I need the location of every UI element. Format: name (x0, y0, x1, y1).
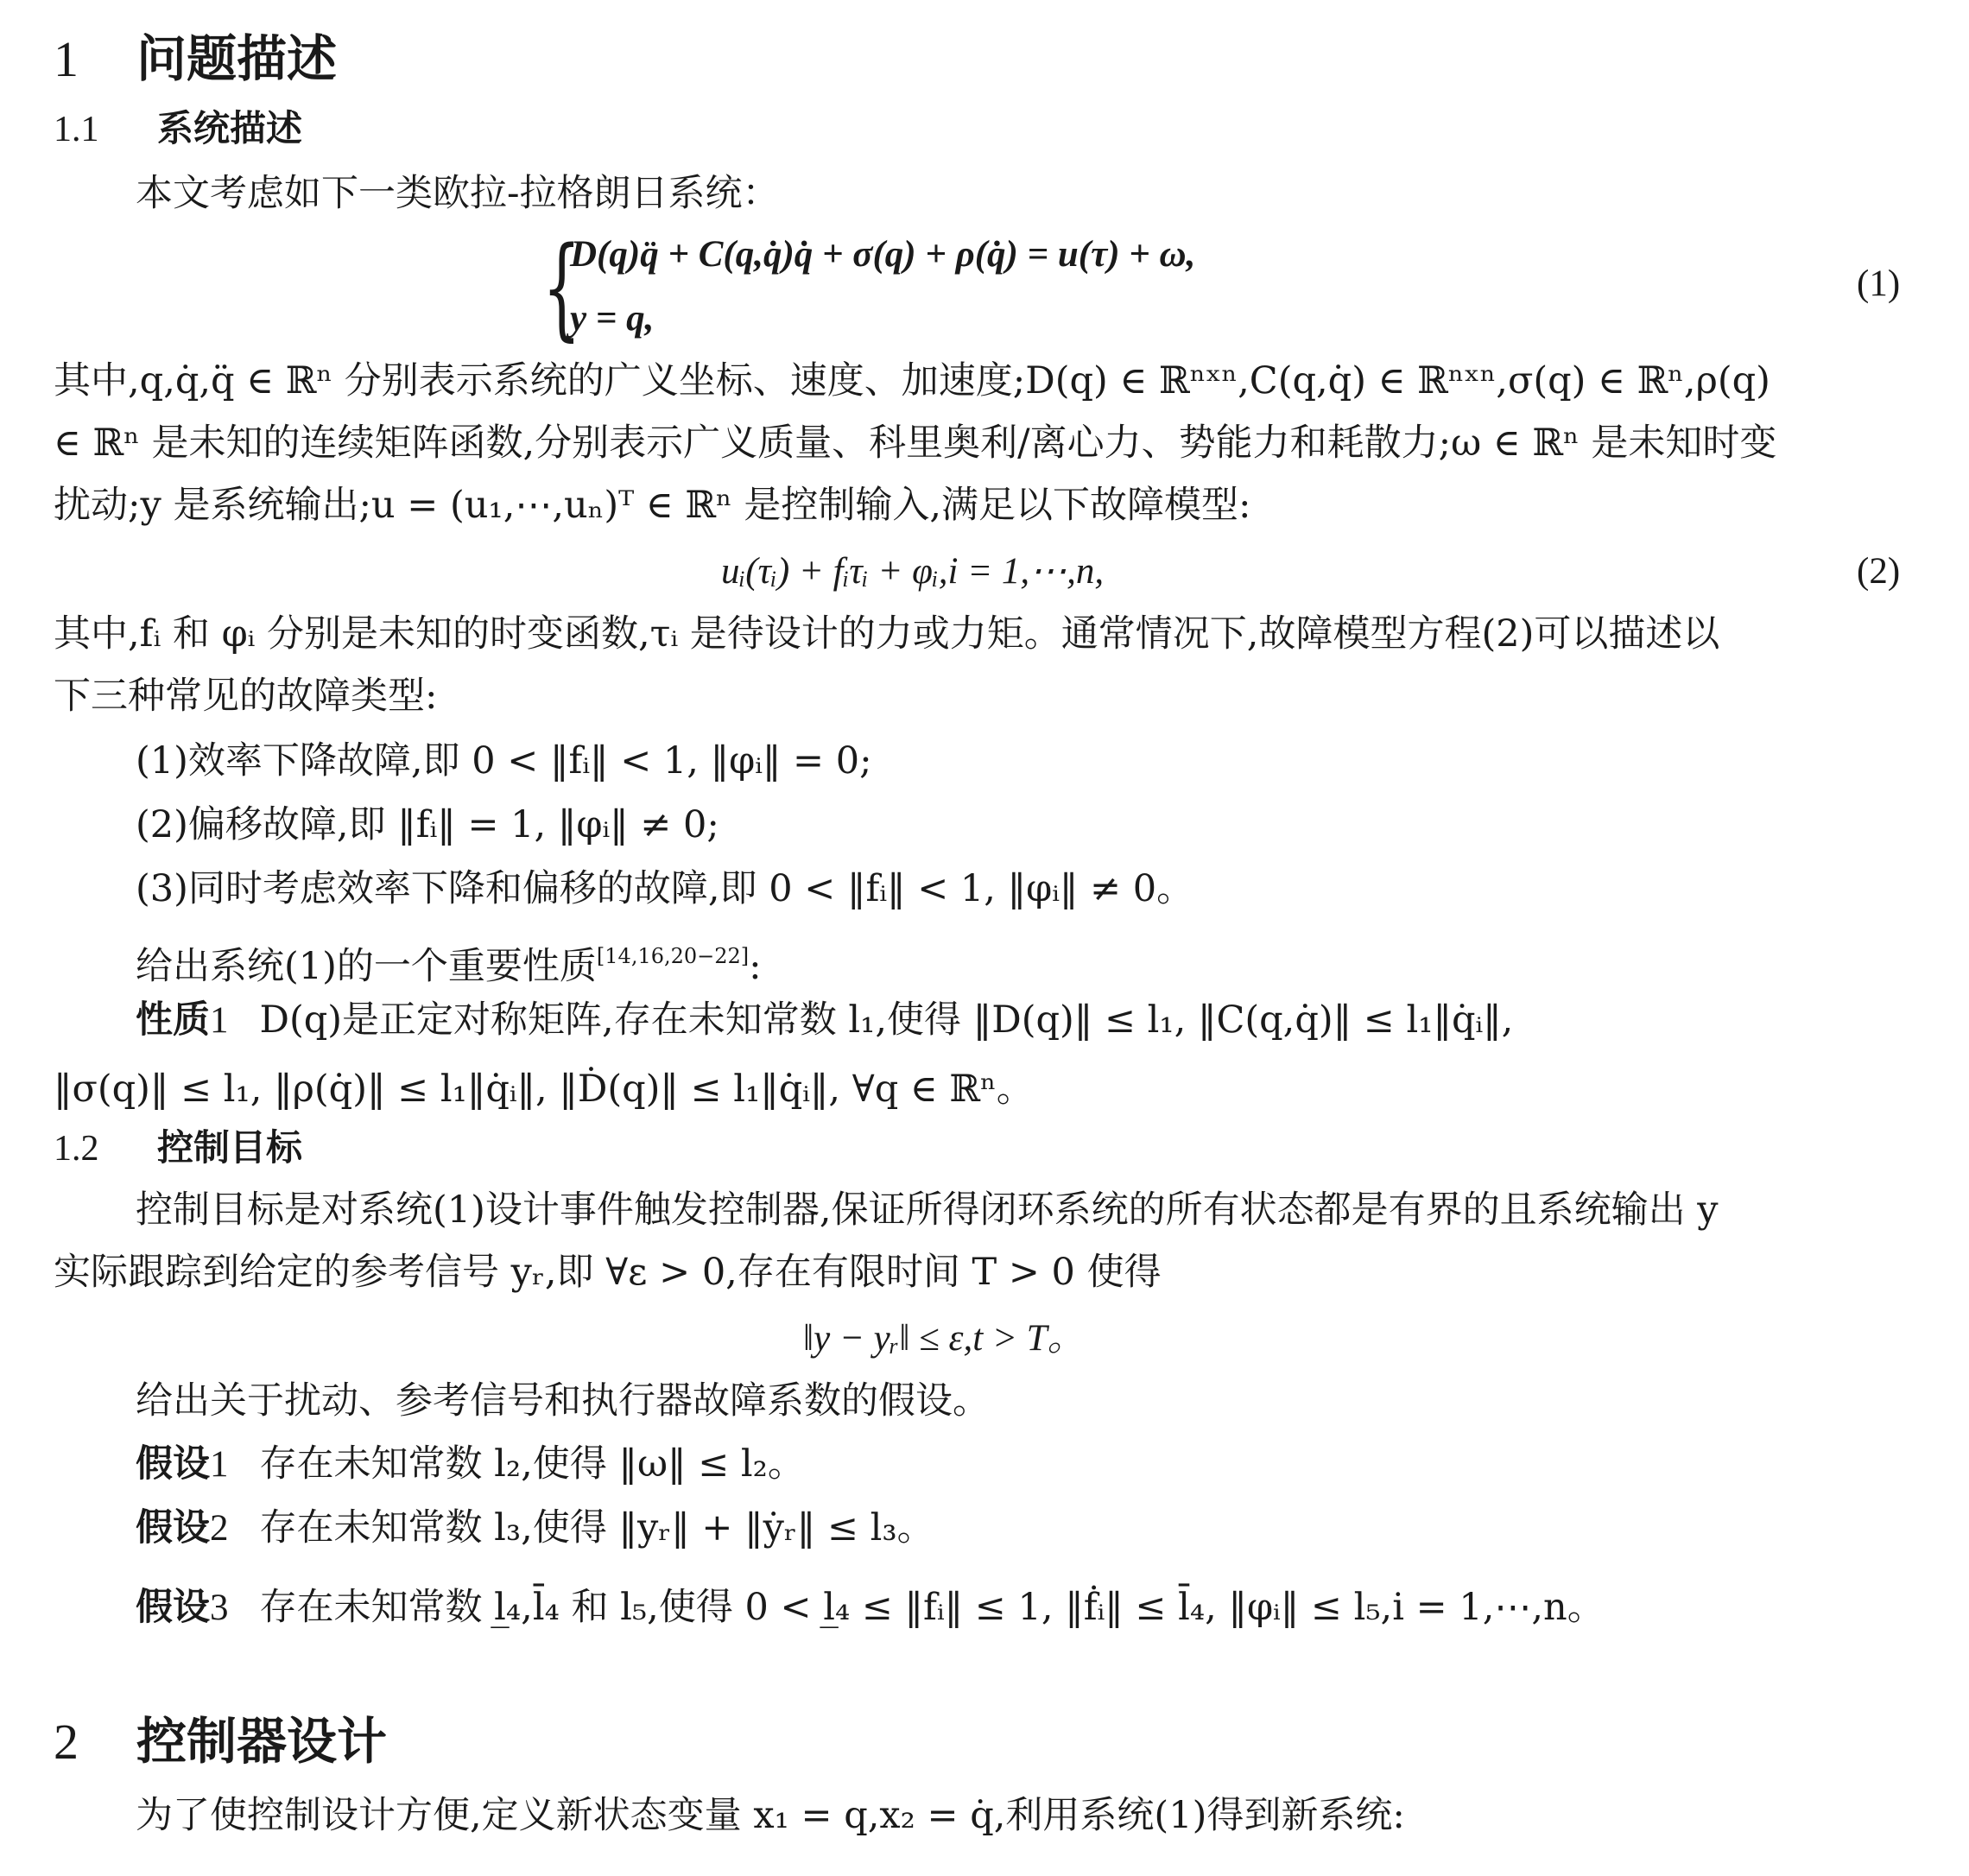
equation-2-label: (2) (1857, 551, 1901, 592)
assumption-intro: 给出关于扰动、参考信号和执行器故障系数的假设。 (136, 1379, 990, 1423)
paragraph-line: 其中,fᵢ 和 φᵢ 分别是未知的时变函数,τᵢ 是待设计的力或力矩。通常情况下,故障模型方程(2)可以描述以 (54, 612, 1720, 656)
assumption-label (136, 1586, 229, 1629)
property-label (136, 998, 229, 1042)
subsection-number: 1.2 (54, 1129, 99, 1169)
property-intro-text: 给出系统(1)的一个重要性质 (136, 945, 597, 988)
equation-1-line-2: y = q, (570, 298, 655, 339)
paragraph-line: 控制目标是对系统(1)设计事件触发控制器,保证所得闭环系统的所有状态都是有界的且系统输出 y (136, 1188, 1719, 1232)
assumption-label (136, 1506, 229, 1550)
equation-brace: { (542, 224, 581, 352)
intro-paragraph: 本文考虑如下一类欧拉-拉格朗日系统： (136, 172, 780, 215)
tracking-inequality: ‖y − yᵣ‖ ≤ ε,t > T。 (803, 1318, 1085, 1359)
assumption-label-text: 假设 (136, 1442, 210, 1486)
paragraph-line: ∈ ℝⁿ 是未知的连续矩阵函数,分别表示广义质量、科里奥利/离心力、势能力和耗散力;ω ∈ ℝⁿ 是未知时变 (54, 421, 1777, 465)
fault-type-item: (2)偏移故障,即 ‖fᵢ‖ = 1, ‖φᵢ‖ ≠ 0; (136, 803, 719, 846)
assumption-1 (136, 1439, 805, 1490)
assumption-3 (136, 1582, 1605, 1633)
assumption-label-number: 3 (210, 1588, 229, 1628)
property-1-line-1 (136, 995, 1513, 1046)
paragraph-line: 其中,q,q̇,q̈ ∈ ℝⁿ 分别表示系统的广义坐标、速度、加速度;D(q) ∈ ℝⁿˣⁿ,C(q,q̇) ∈ ℝⁿˣⁿ,σ(q) ∈ ℝⁿ,ρ(q) (54, 359, 1770, 402)
property-intro (136, 931, 762, 992)
property-intro-tail: : (749, 945, 762, 988)
section-number: 1 (54, 31, 79, 87)
section-2-heading (54, 1710, 387, 1773)
paragraph-line: 下三种常见的故障类型: (54, 675, 438, 718)
subsection-1-2-heading (54, 1123, 302, 1174)
subsection-number: 1.1 (54, 110, 99, 149)
assumption-2 (136, 1503, 934, 1554)
assumption-label-number: 2 (210, 1508, 229, 1549)
section-title: 控制器设计 (136, 1712, 388, 1771)
property-1-line-2: ‖σ(q)‖ ≤ l₁, ‖ρ(q̇)‖ ≤ l₁‖q̇ᵢ‖, ‖Ḋ(q)‖ ≤ l₁‖q̇ᵢ‖, ∀q ∈ ℝⁿ。 (54, 1068, 1034, 1111)
subsection-1-1-heading (54, 104, 302, 155)
property-1-text: D(q)是正定对称矩阵,存在未知常数 l₁,使得 ‖D(q)‖ ≤ l₁, ‖C(q,q̇)‖ ≤ l₁‖q̇ᵢ‖, (259, 998, 1514, 1042)
paragraph-line: 实际跟踪到给定的参考信号 yᵣ,即 ∀ε > 0,存在有限时间 T > 0 使得 (54, 1251, 1162, 1294)
citation-ref: [14,16,20−22] (596, 944, 750, 968)
property-label-text: 性质 (136, 998, 210, 1042)
property-label-number: 1 (210, 1000, 229, 1041)
assumption-label (136, 1442, 229, 1486)
paragraph-line: 为了使控制设计方便,定义新状态变量 x₁ = q,x₂ = q̇,利用系统(1)得到新系统: (136, 1794, 1405, 1837)
section-title: 问题描述 (136, 29, 338, 88)
subsection-title: 系统描述 (157, 107, 303, 149)
section-1-heading (54, 28, 337, 91)
equation-1-label: (1) (1857, 263, 1901, 304)
subsection-title: 控制目标 (157, 1126, 303, 1169)
assumption-label-number: 1 (210, 1444, 229, 1485)
fault-type-item: (1)效率下降故障,即 0 < ‖fᵢ‖ < 1, ‖φᵢ‖ = 0; (136, 739, 872, 783)
assumption-text: 存在未知常数 l₃,使得 ‖yᵣ‖ + ‖ẏᵣ‖ ≤ l₃。 (259, 1506, 934, 1550)
paragraph-line: 扰动;y 是系统输出;u = (u₁,⋯,uₙ)ᵀ ∈ ℝⁿ 是控制输入,满足以下故障模型: (54, 484, 1251, 527)
assumption-text: 存在未知常数 l₂,使得 ‖ω‖ ≤ l₂。 (259, 1442, 805, 1486)
equation-2: uᵢ(τᵢ) + fᵢτᵢ + φᵢ,i = 1,⋯,n, (721, 551, 1105, 592)
fault-type-item: (3)同时考虑效率下降和偏移的故障,即 0 < ‖fᵢ‖ < 1, ‖φᵢ‖ ≠ 0。 (136, 867, 1194, 910)
equation-1-line-1: D(q)q̈ + C(q,q̇)q̇ + σ(q) + ρ(q̇) = u(τ) + ω, (570, 234, 1196, 275)
assumption-label-text: 假设 (136, 1506, 210, 1550)
assumption-label-text: 假设 (136, 1586, 210, 1629)
assumption-text: 存在未知常数 l̲₄,l̄₄ 和 l₅,使得 0 < l̲₄ ≤ ‖fᵢ‖ ≤ 1, ‖ḟᵢ‖ ≤ l̄₄, ‖φᵢ‖ ≤ l₅,i = 1,⋯,n。 (259, 1586, 1605, 1629)
section-number: 2 (54, 1714, 79, 1770)
